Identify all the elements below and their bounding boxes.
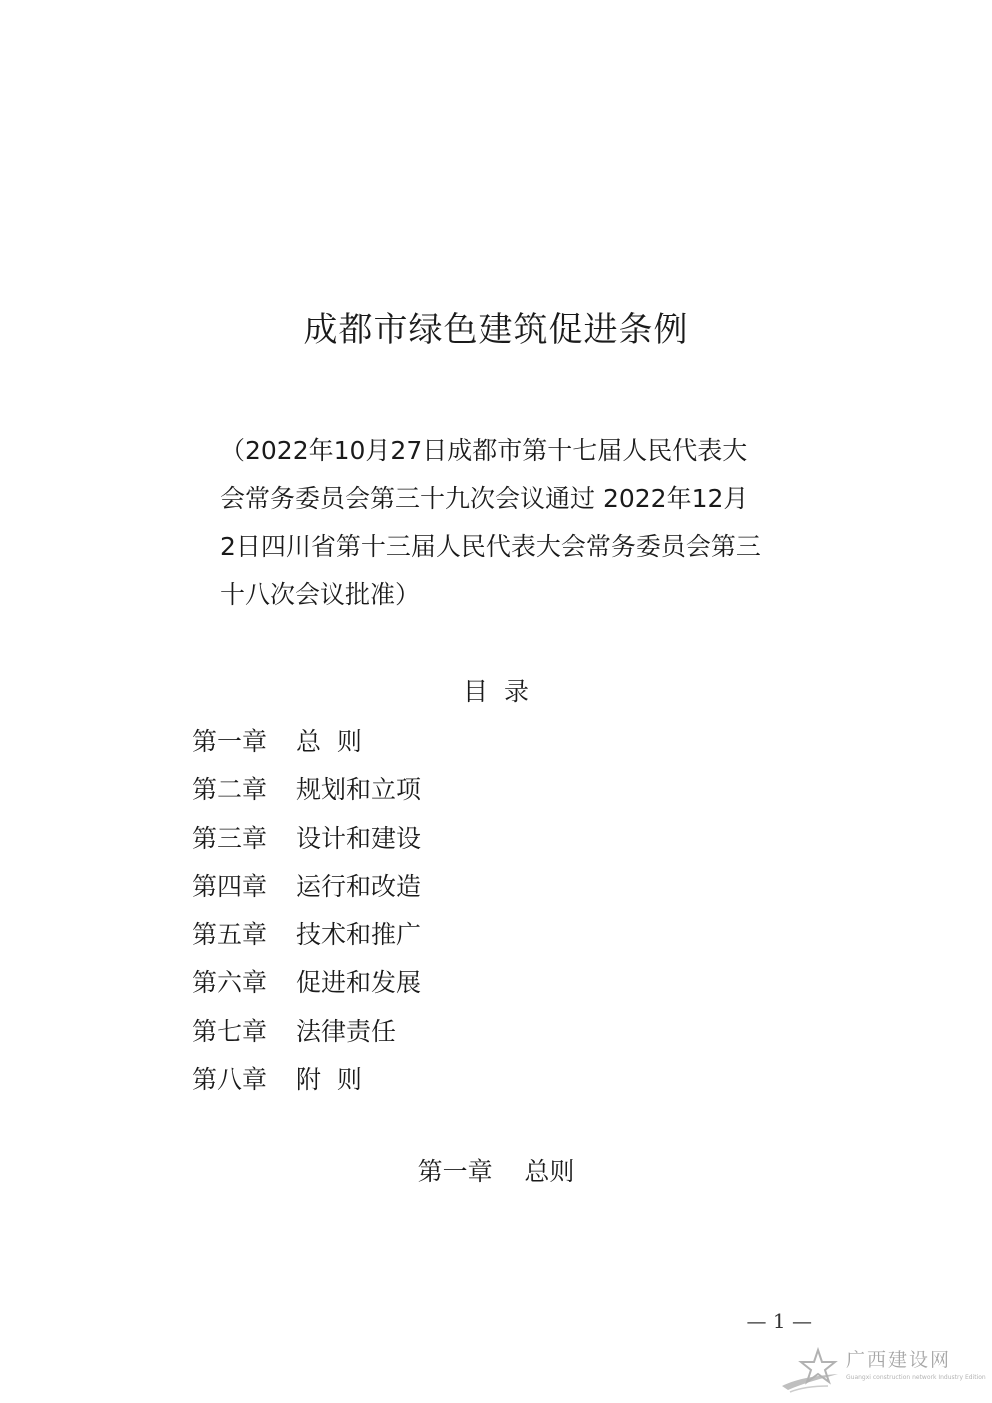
toc-item [192,911,421,959]
toc-chapter-name: 设计和建设 [296,823,422,853]
watermark [780,1346,986,1394]
toc-item [192,959,421,1007]
toc-chapter-number: 第六章 [192,968,268,998]
toc-chapter-name: 总 则 [296,727,362,756]
toc-chapter-name: 法律责任 [296,1016,397,1046]
toc-chapter-number: 第七章 [192,1016,268,1046]
toc-item [192,1056,421,1104]
toc-chapter-number: 第五章 [192,920,268,950]
watermark-name: 广西建设网 [846,1349,952,1371]
approval-note [220,427,810,619]
toc-chapter-name: 附 则 [296,1065,362,1095]
document-title: 成都市绿色建筑促进条例 [303,310,689,350]
approval-line: （2022年10月27日成都市第十七届人民代表大 [220,436,748,465]
approval-line: 2日四川省第十三届人民代表大会常务委员会第三 [220,532,761,561]
toc-item [192,863,421,911]
toc-chapter-number: 第二章 [192,775,268,805]
toc-item [192,766,421,814]
toc-chapter-name: 促进和发展 [296,968,422,998]
toc-chapter-number: 第八章 [192,1065,268,1095]
toc-item [192,1008,421,1056]
approval-line: 会常务委员会第三十九次会议通过 2022年12月 [220,484,749,513]
approval-line: 十八次会议批准） [220,580,421,609]
star-swoosh-icon [780,1346,842,1394]
table-of-contents [192,718,421,1104]
toc-title: 目 录 [463,677,529,706]
toc-chapter-name: 规划和立项 [296,775,422,805]
chapter-heading: 第一章 总则 [417,1157,575,1186]
toc-chapter-number: 第三章 [192,823,268,853]
page-number: — 1 — [746,1309,812,1333]
watermark-subtitle: Guangxi construction network Industry Edition [846,1374,986,1381]
toc-item [192,718,421,766]
toc-chapter-name: 技术和推广 [296,920,422,950]
toc-chapter-number: 第一章 [192,727,268,756]
toc-chapter-number: 第四章 [192,871,268,901]
toc-item [192,815,421,863]
toc-chapter-name: 运行和改造 [296,871,422,901]
